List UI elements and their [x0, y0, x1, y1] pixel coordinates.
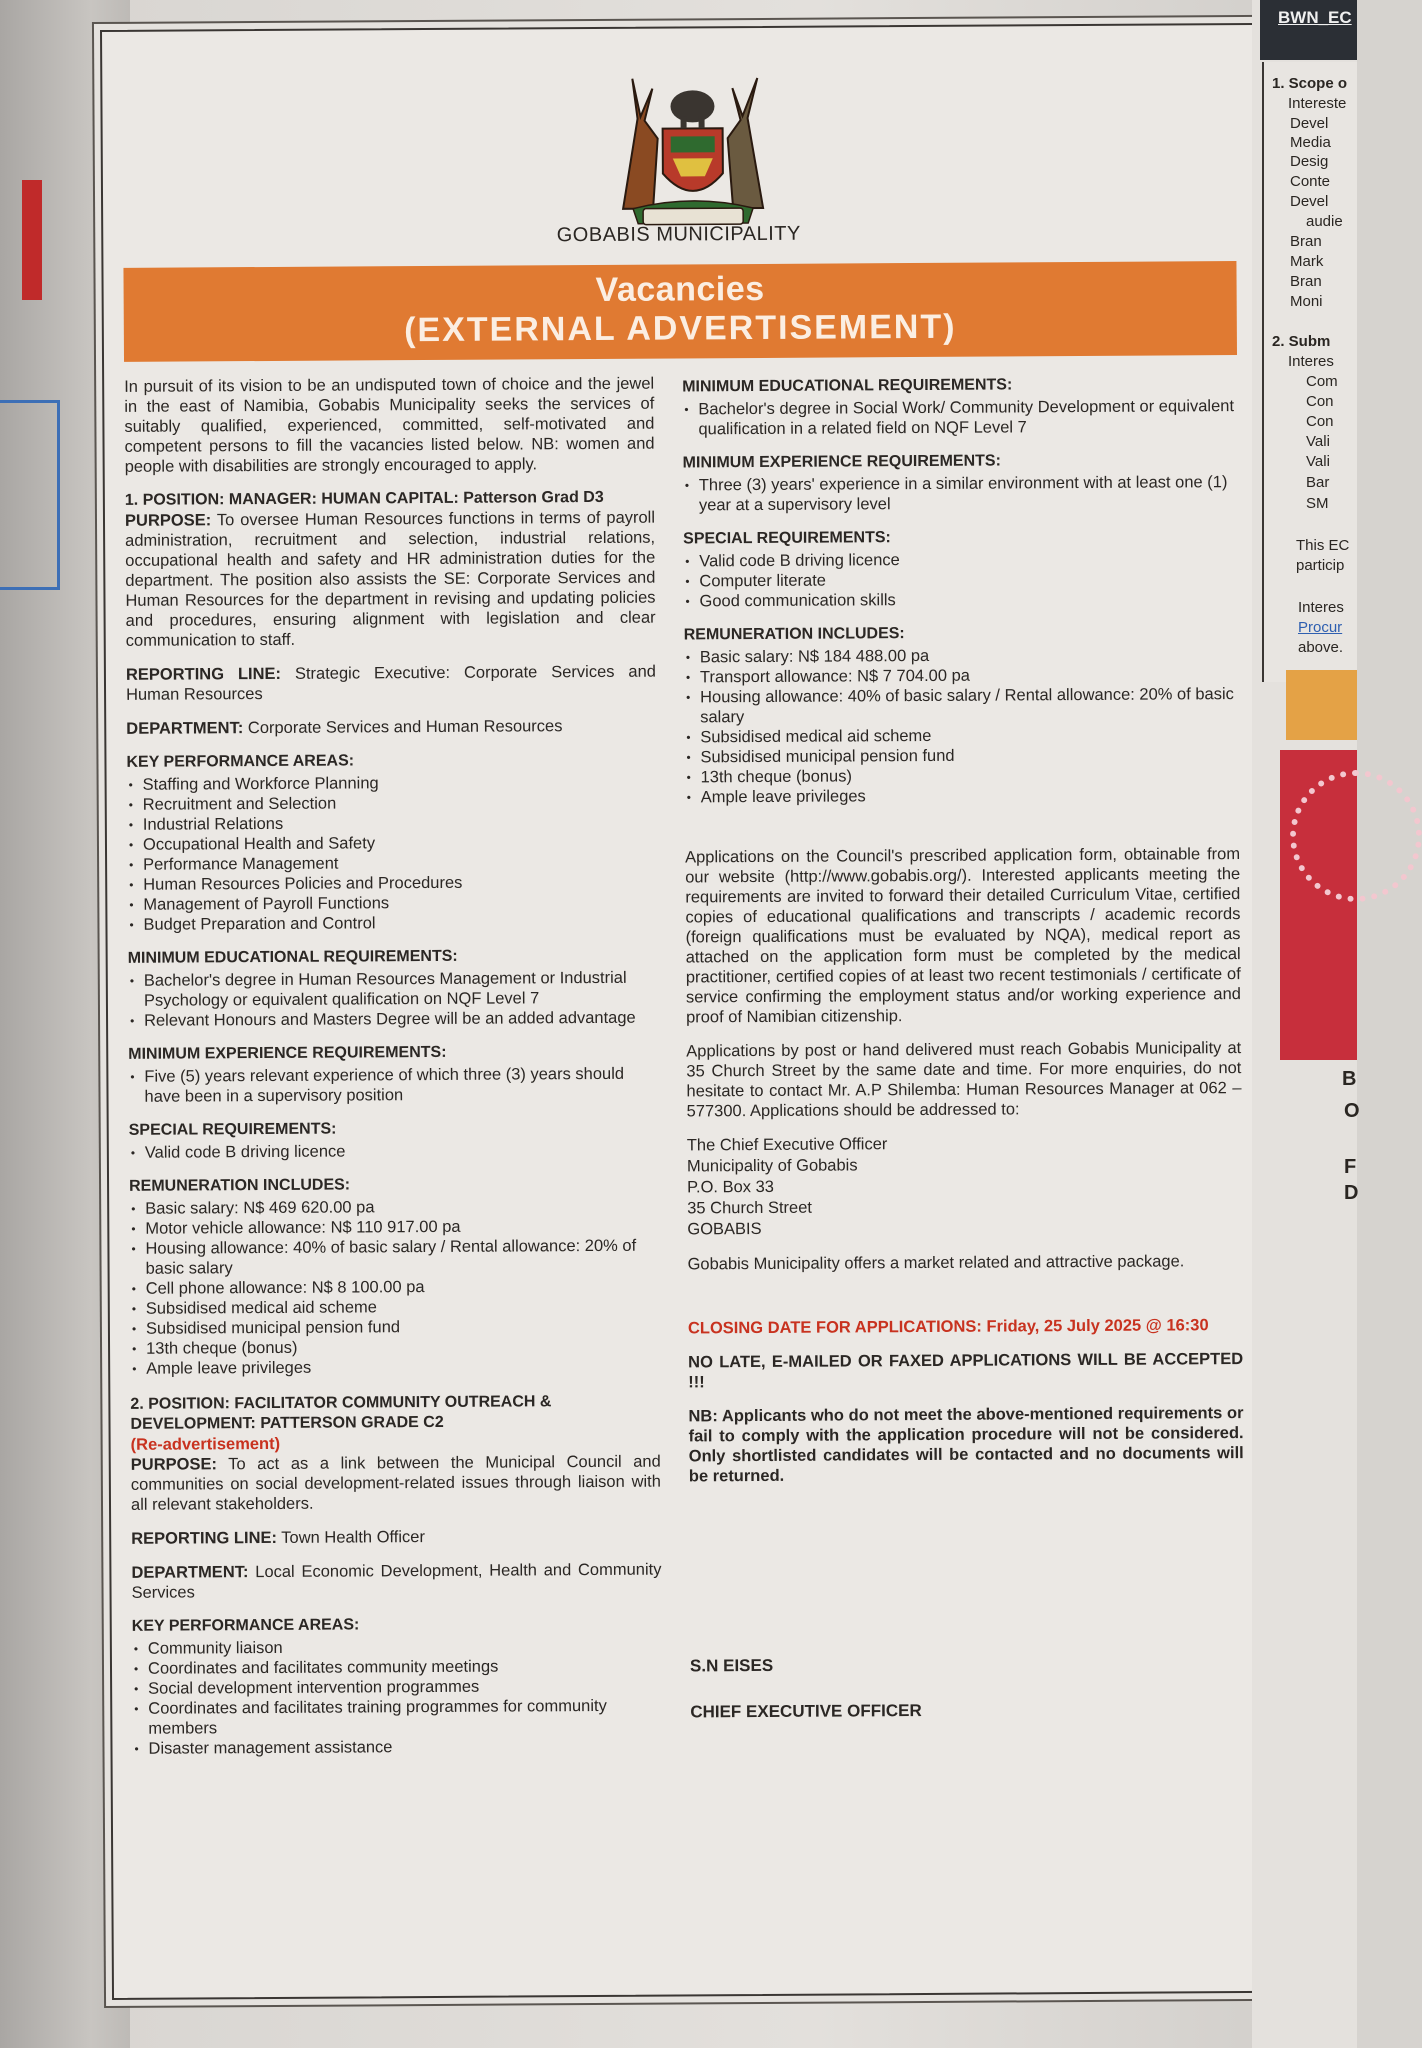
adjacent-page-header: BWN_EC	[1278, 8, 1352, 27]
experience-heading: MINIMUM EXPERIENCE REQUIREMENTS:	[682, 452, 1001, 472]
list-item: • Computer literate	[683, 568, 1238, 591]
list-item: • Basic salary: N$ 469 620.00 pa	[129, 1196, 659, 1219]
reporting-line-value: Town Health Officer	[281, 1528, 426, 1547]
adjacent-letter: F	[1344, 1156, 1357, 1178]
department-label: DEPARTMENT:	[126, 719, 244, 738]
postal-address	[687, 1132, 1243, 1240]
position-2	[130, 1392, 662, 1759]
adjacent-list-item: Vali	[1306, 453, 1330, 470]
applications-paragraph: Applications on the Council's prescribed application form, obtainable from our website (http://www.gobabis.org/). Interested applicants meeting the requirements are invited to forward their detailed Curriculum Vitae, certified copies of educational qualifications and transcripts / academic records (foreign qualifications must be evaluated by NQA), medical report as attached on the application form must be completed by the medical practitioner, certified copies of at least two recent testimonials / certificate of service confirming the employment status and/or working experience and proof of Namibian citizenship.	[685, 845, 1241, 1027]
list-item: • Subsidised municipal pension fund	[130, 1316, 660, 1339]
list-item: • Cell phone allowance: N$ 8 100.00 pa	[130, 1276, 660, 1299]
right-column	[682, 370, 1245, 1722]
list-item: • Subsidised medical aid scheme	[130, 1296, 660, 1319]
adjacent-list-item: Desig	[1290, 153, 1329, 170]
special-list	[683, 548, 1238, 611]
left-column	[124, 374, 663, 1775]
adjacent-letter: B	[1342, 1068, 1357, 1090]
adjacent-list-item: Devel	[1290, 193, 1329, 210]
list-item: • Industrial Relations	[127, 812, 657, 835]
list-item: • Subsidised municipal pension fund	[684, 744, 1239, 767]
position-1-title: 1. POSITION: MANAGER: HUMAN CAPITAL: Patterson Grad D3	[124, 488, 604, 509]
position-2-purpose	[131, 1452, 661, 1515]
list-item: • Management of Payroll Functions	[127, 892, 657, 915]
kpa-list	[127, 772, 658, 935]
position-2-reporting-line	[131, 1526, 661, 1549]
list-item: • Valid code B driving licence	[129, 1140, 659, 1163]
list-item: • Five (5) years relevant experience of which three (3) years should have been in a supervisory position	[128, 1064, 658, 1107]
signatory-title: CHIEF EXECUTIVE OFFICER	[690, 1701, 922, 1722]
list-item: • Transport allowance: N$ 7 704.00 pa	[684, 664, 1239, 687]
list-item: • Good communication skills	[683, 588, 1238, 611]
vacancy-advert	[100, 23, 1267, 2000]
list-item: • Staffing and Workforce Planning	[127, 772, 657, 795]
purpose-text: To act as a link between the Municipal Council and communities on social development-related issues through liaison with all relevant stakeholders.	[130, 1452, 661, 1514]
list-item: • Subsidised medical aid scheme	[684, 724, 1239, 747]
remuneration-list	[129, 1196, 660, 1379]
list-item: • Budget Preparation and Control	[127, 912, 657, 935]
position-1	[125, 488, 660, 1379]
municipality-name: GOBABIS MUNICIPALITY	[556, 222, 801, 247]
special-heading: SPECIAL REQUIREMENTS:	[683, 529, 891, 548]
list-item: • Coordinates and facilitates training programmes for community members	[132, 1696, 662, 1739]
department-value: Local Economic Development, Health and Community Services	[131, 1560, 662, 1602]
special-heading: SPECIAL REQUIREMENTS:	[128, 1120, 337, 1139]
address-line: GOBABIS	[687, 1219, 762, 1239]
adjacent-list-item: Moni	[1290, 293, 1323, 310]
position-1-purpose	[125, 508, 656, 651]
readvertisement-label: (Re-advertisement)	[130, 1434, 281, 1454]
list-item: • Bachelor's degree in Human Resources Management or Industrial Psychology or equivalent qualification on NQF Level 7	[128, 968, 658, 1011]
list-item: • Bachelor's degree in Social Work/ Community Development or equivalent qualification in a related field on NQF Level 7	[682, 396, 1237, 439]
adjacent-list-item: Con	[1306, 393, 1334, 410]
list-item: • Social development intervention programmes	[132, 1676, 662, 1699]
adjacent-list-item: Bran	[1290, 233, 1322, 250]
submission-paragraph: Applications by post or hand delivered must reach Gobabis Municipality at 35 Church Street by the same date and time. For more enquiries, do not hesitate to contact Mr. A.P Shilemba: Human Resources Manager at 062 – 577300. Applications should be addressed to:	[686, 1039, 1242, 1121]
list-item: • Housing allowance: 40% of basic salary / Rental allowance: 20% of basic salary	[129, 1236, 659, 1279]
education-list	[128, 968, 658, 1031]
position-2-department	[131, 1560, 661, 1603]
address-line: Municipality of Gobabis	[686, 1156, 858, 1176]
adjacent-list-item: audie	[1306, 213, 1343, 230]
adjacent-text: Interes	[1298, 599, 1344, 616]
list-item: • Human Resources Policies and Procedures	[127, 872, 657, 895]
list-item: • Recruitment and Selection	[127, 792, 657, 815]
adjacent-page-orange-band	[1286, 670, 1357, 740]
list-item: • Coordinates and facilitates community meetings	[132, 1656, 662, 1679]
list-item: • Motor vehicle allowance: N$ 110 917.00 pa	[129, 1216, 659, 1239]
adjacent-list-item: SM	[1306, 495, 1329, 512]
coat-of-arms-icon	[592, 58, 793, 239]
remuneration-list	[684, 644, 1240, 807]
education-heading: MINIMUM EDUCATIONAL REQUIREMENTS:	[127, 947, 458, 967]
adjacent-letter: D	[1344, 1182, 1359, 1204]
adjacent-list-item: Devel	[1290, 115, 1329, 132]
address-line: The Chief Executive Officer	[686, 1135, 888, 1155]
experience-heading: MINIMUM EXPERIENCE REQUIREMENTS:	[128, 1043, 447, 1063]
experience-list	[128, 1064, 658, 1107]
list-item: • Community liaison	[132, 1636, 662, 1659]
adjacent-list-item: Media	[1290, 134, 1331, 151]
adjacent-list-item: Con	[1306, 413, 1334, 430]
adjacent-text: Interes	[1288, 353, 1334, 370]
signatory-name: S.N EISES	[689, 1655, 774, 1676]
adjacent-heading: 1. Scope o	[1272, 75, 1348, 92]
adjacent-text: particip	[1296, 557, 1345, 574]
adjacent-text: above.	[1298, 639, 1344, 656]
list-item: • 13th cheque (bonus)	[685, 764, 1240, 787]
reporting-line-label: REPORTING LINE:	[125, 664, 282, 684]
banner-subtitle: (EXTERNAL ADVERTISEMENT)	[404, 307, 957, 350]
list-item: • Valid code B driving licence	[683, 548, 1238, 571]
kpa-heading: KEY PERFORMANCE AREAS:	[126, 752, 355, 771]
special-list	[129, 1140, 659, 1163]
remuneration-heading: REMUNERATION INCLUDES:	[683, 625, 905, 644]
list-item: • Housing allowance: 40% of basic salary / Rental allowance: 20% of basic salary	[684, 684, 1239, 727]
position-2-title: 2. POSITION: FACILITATOR COMMUNITY OUTREACH & DEVELOPMENT: PATTERSON GRADE C2	[130, 1393, 552, 1433]
list-item: • Three (3) years' experience in a similar environment with at least one (1) year at a supervisory level	[683, 472, 1238, 515]
left-red-mark	[22, 180, 42, 300]
closing-date: CLOSING DATE FOR APPLICATIONS: Friday, 25 July 2025 @ 16:30	[687, 1316, 1209, 1338]
purpose-label: PURPOSE:	[124, 511, 212, 530]
adjacent-page-red-graphic	[1280, 750, 1357, 1060]
department-label: DEPARTMENT:	[131, 1563, 249, 1582]
list-item: • Performance Management	[127, 852, 657, 875]
address-line: P.O. Box 33	[687, 1177, 774, 1197]
list-item: • Disaster management assistance	[132, 1736, 662, 1759]
position-1-reporting-line	[126, 662, 656, 705]
adjacent-list-item: Bar	[1306, 474, 1330, 491]
package-statement: Gobabis Municipality offers a market related and attractive package.	[687, 1252, 1185, 1274]
purpose-label: PURPOSE:	[130, 1455, 218, 1474]
experience-list	[683, 472, 1238, 515]
adjacent-list-item: Bran	[1290, 273, 1322, 290]
adjacent-heading: 2. Subm	[1272, 333, 1331, 350]
department-value: Corporate Services and Human Resources	[247, 717, 563, 738]
adjacent-text: This EC	[1296, 537, 1350, 554]
reporting-line-value: Strategic Executive: Corporate Services and Human Resources	[126, 662, 656, 704]
address-line: 35 Church Street	[687, 1198, 812, 1218]
remuneration-heading: REMUNERATION INCLUDES:	[129, 1176, 351, 1195]
position-1-department	[126, 716, 656, 739]
adjacent-link[interactable]: Procur	[1298, 619, 1343, 636]
list-item: • 13th cheque (bonus)	[130, 1336, 660, 1359]
banner-title: Vacancies	[595, 269, 765, 309]
adjacent-list-item: Conte	[1290, 173, 1331, 190]
list-item: • Basic salary: N$ 184 488.00 pa	[684, 644, 1239, 667]
list-item: • Relevant Honours and Masters Degree will be an added advantage	[128, 1008, 658, 1031]
nb-notice: NB: Applicants who do not meet the above-mentioned requirements or fail to comply with the application procedure will not be considered. Only shortlisted candidates will be contacted and no documents will be returned.	[688, 1404, 1244, 1486]
kpa-list	[132, 1636, 663, 1759]
adjacent-list-item: Vali	[1306, 433, 1330, 450]
purpose-text: To oversee Human Resources functions in terms of payroll administration, recruitment and selection, industrial relations, occupational health and safety and HR administration duties for the department. The position also assists the SE: Corporate Services and Human Resources for the department in revising and updating policies and procedures, ensuring alignment with legislation and clear communication to staff.	[125, 508, 656, 650]
intro-paragraph: In pursuit of its vision to be an undisputed town of choice and the jewel in the east of Namibia, Gobabis Municipality seeks the services of suitably qualified, experienced, committed, self-motivated and competent persons to fill the vacancies listed below. NB: women and people with disabilities are strongly encouraged to apply.	[124, 374, 655, 476]
reporting-line-label: REPORTING LINE:	[131, 1528, 278, 1548]
vacancies-banner	[123, 261, 1237, 362]
education-list	[682, 396, 1237, 439]
education-heading: MINIMUM EDUCATIONAL REQUIREMENTS:	[682, 376, 1013, 396]
adjacent-list-item: Com	[1306, 373, 1338, 390]
list-item: • Occupational Health and Safety	[127, 832, 657, 855]
list-item: • Ample leave privileges	[130, 1356, 660, 1379]
adjacent-letter: O	[1344, 1100, 1360, 1122]
list-item: • Ample leave privileges	[685, 784, 1240, 807]
left-blue-box	[0, 400, 60, 590]
adjacent-list-item: Mark	[1290, 253, 1324, 270]
kpa-heading: KEY PERFORMANCE AREAS:	[131, 1616, 360, 1635]
adjacent-text: Intereste	[1288, 95, 1347, 112]
no-late-applications-notice: NO LATE, E-MAILED OR FAXED APPLICATIONS WILL BE ACCEPTED !!!	[688, 1350, 1244, 1392]
